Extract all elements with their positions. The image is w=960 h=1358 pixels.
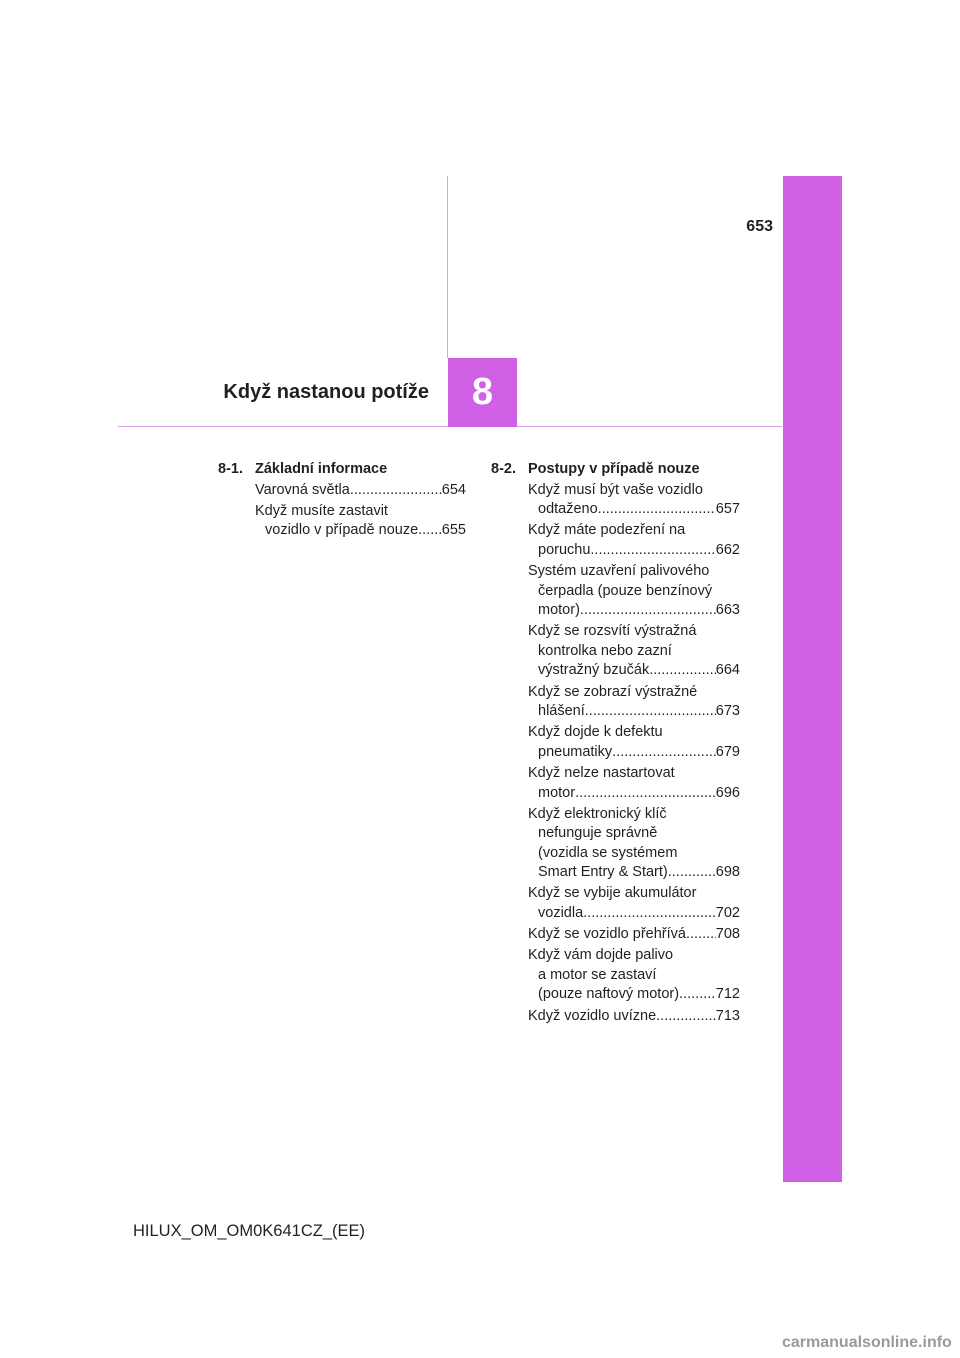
dot-leader <box>580 601 716 621</box>
toc-entry-text <box>528 723 740 762</box>
toc-entry-line <box>528 824 740 844</box>
toc-entry[interactable] <box>528 481 740 520</box>
toc-page-number: 696 <box>715 784 740 801</box>
dot-leader <box>583 904 716 924</box>
toc-entry-line <box>528 683 740 703</box>
header-vertical-rule <box>447 176 448 358</box>
toc-entry-text <box>255 481 466 501</box>
toc-entry[interactable] <box>528 805 740 883</box>
toc-entry-line-text: Když se vybije akumulátor <box>528 885 697 902</box>
toc-entry-line <box>528 481 740 501</box>
toc-entry-line <box>528 925 740 945</box>
toc-section <box>218 460 466 541</box>
chapter-title: Když nastanou potíže <box>223 381 429 403</box>
toc-column-right <box>491 460 740 1028</box>
toc-entry-line <box>528 784 740 804</box>
toc-entry-line <box>528 541 740 561</box>
toc-page-number: 664 <box>715 662 740 679</box>
toc-entry-line <box>528 642 740 662</box>
chapter-side-tab <box>783 176 842 1182</box>
toc-entry-line-text: Když se rozsvítí výstražná <box>528 623 697 640</box>
toc-entry[interactable] <box>528 884 740 923</box>
toc-page-number: 654 <box>441 481 466 498</box>
toc-entry-line <box>528 764 740 784</box>
toc-page-number: 698 <box>715 864 740 881</box>
toc-entry-line-text: Když dojde k defektu <box>528 724 663 741</box>
toc-section <box>491 460 740 1026</box>
toc-entry-line-text: poruchu <box>538 541 591 558</box>
toc-entry-line <box>528 562 740 582</box>
toc-entry-line-text: nefunguje správně <box>538 825 658 842</box>
toc-entry-text <box>528 622 740 681</box>
toc-entry-line-text: Systém uzavření palivového <box>528 562 710 579</box>
toc-entry-line-text: (pouze naftový motor) <box>538 986 680 1003</box>
toc-entry-line-text: čerpadla (pouze benzínový <box>538 582 713 599</box>
toc-entry-line <box>528 805 740 825</box>
toc-page-number: 663 <box>715 602 740 619</box>
section-title: Základní informace <box>255 461 388 477</box>
toc-entry[interactable] <box>528 683 740 722</box>
toc-entry-line <box>528 521 740 541</box>
section-number: 8-2. <box>491 461 516 477</box>
toc-entry-line-text: motor) <box>538 602 580 619</box>
toc-entry[interactable] <box>528 764 740 803</box>
toc-entry-line-text: (vozidla se systémem <box>538 844 678 861</box>
dot-leader <box>686 925 716 945</box>
toc-entry-line-text: Když se vozidlo přehřívá <box>528 926 686 943</box>
toc-entry-line <box>528 844 740 864</box>
toc-entry-line-text: Když elektronický klíč <box>528 805 667 822</box>
toc-entry[interactable] <box>528 622 740 681</box>
toc-entry-line <box>255 502 466 522</box>
toc-entry-text <box>528 481 740 520</box>
toc-entry-text <box>255 502 466 541</box>
toc-entry-line-text: motor <box>538 784 576 801</box>
toc-page-number: 702 <box>715 905 740 922</box>
section-number: 8-1. <box>218 461 243 477</box>
toc-entry-line-text: vozidla <box>538 905 584 922</box>
dot-leader <box>668 863 716 883</box>
toc-entry[interactable] <box>528 925 740 945</box>
section-title: Postupy v případě nouze <box>528 461 700 477</box>
toc-entry-line <box>528 743 740 763</box>
toc-entry-line-text: Když máte podezření na <box>528 522 686 539</box>
toc-entry-text <box>528 521 740 560</box>
watermark: carmanualsonline.info <box>782 1334 952 1351</box>
toc-entry-line-text: kontrolka nebo zazní <box>538 642 672 659</box>
toc-entry-text <box>528 805 740 883</box>
dot-leader <box>598 500 716 520</box>
toc-entry-text <box>528 925 740 945</box>
chapter-number-badge: 8 <box>448 358 517 427</box>
toc-entry-line-text: Když se zobrazí výstražné <box>528 683 698 700</box>
toc-page-number: 708 <box>715 926 740 943</box>
toc-page-number: 679 <box>715 743 740 760</box>
toc-entry-text <box>528 946 740 1005</box>
toc-entry-line-text: vozidlo v případě nouze <box>265 522 419 539</box>
page-number: 653 <box>746 218 773 235</box>
toc-page-number: 712 <box>715 986 740 1003</box>
toc-entry-line <box>528 661 740 681</box>
toc-entry-line-text: Když vám dojde palivo <box>528 947 674 964</box>
toc-entry-line <box>528 863 740 883</box>
toc-entry-line-text: Když musí být vaše vozidlo <box>528 481 703 498</box>
toc-entry-line-text: Když nelze nastartovat <box>528 764 675 781</box>
toc-entry-line <box>528 985 740 1005</box>
dot-leader <box>350 481 442 501</box>
dot-leader <box>585 702 716 722</box>
toc-page-number: 673 <box>715 703 740 720</box>
toc-page-number: 655 <box>441 522 466 539</box>
toc-entry[interactable] <box>528 1007 740 1027</box>
toc-entry-line <box>528 966 740 986</box>
dot-leader <box>575 784 716 804</box>
toc-entry-line <box>255 481 466 501</box>
section-heading <box>491 460 740 480</box>
toc-entry-text <box>528 764 740 803</box>
toc-entry-line <box>528 500 740 520</box>
toc-entry-line-text: Smart Entry & Start) <box>538 864 668 881</box>
toc-entry-line-text: Když musíte zastavit <box>255 502 388 519</box>
document-code: HILUX_OM_OM0K641CZ_(EE) <box>133 1222 365 1240</box>
toc-entry-line <box>528 723 740 743</box>
dot-leader <box>612 743 716 763</box>
dot-leader <box>679 985 716 1005</box>
toc-entry-line-text: pneumatiky <box>538 743 613 760</box>
toc-entry-line-text: výstražný bzučák <box>538 662 650 679</box>
toc-entry-line-text: Varovná světla <box>255 481 350 498</box>
toc-entry-line <box>528 582 740 602</box>
toc-entry-text <box>528 562 740 621</box>
dot-leader <box>649 661 716 681</box>
toc-entry-line-text: Když vozidlo uvízne <box>528 1007 657 1024</box>
toc-page-number: 657 <box>715 501 740 518</box>
toc-entry-text <box>528 1007 740 1027</box>
toc-entry-line-text: a motor se zastaví <box>538 966 657 983</box>
toc-entry-line <box>528 702 740 722</box>
dot-leader <box>418 521 442 541</box>
toc-entry[interactable] <box>528 723 740 762</box>
toc-entry-line <box>528 904 740 924</box>
toc-entry[interactable] <box>528 521 740 560</box>
toc-entry-line <box>528 1007 740 1027</box>
toc-entry-line <box>528 884 740 904</box>
toc-entry-line <box>255 521 466 541</box>
section-heading <box>218 460 466 480</box>
toc-entry-line-text: odtaženo <box>538 501 598 518</box>
toc-entry-line <box>528 622 740 642</box>
toc-entry[interactable] <box>528 946 740 1005</box>
dot-leader <box>590 541 715 561</box>
toc-entry[interactable] <box>255 502 466 541</box>
toc-entry[interactable] <box>528 562 740 621</box>
toc-entry-text <box>528 683 740 722</box>
toc-entry-text <box>528 884 740 923</box>
toc-page-number: 662 <box>715 541 740 558</box>
toc-page-number: 713 <box>715 1007 740 1024</box>
toc-column-left <box>218 460 466 542</box>
dot-leader <box>656 1007 716 1027</box>
toc-entry-line <box>528 946 740 966</box>
toc-entry[interactable] <box>255 481 466 501</box>
toc-entry-line <box>528 601 740 621</box>
toc-entry-line-text: hlášení <box>538 703 585 720</box>
